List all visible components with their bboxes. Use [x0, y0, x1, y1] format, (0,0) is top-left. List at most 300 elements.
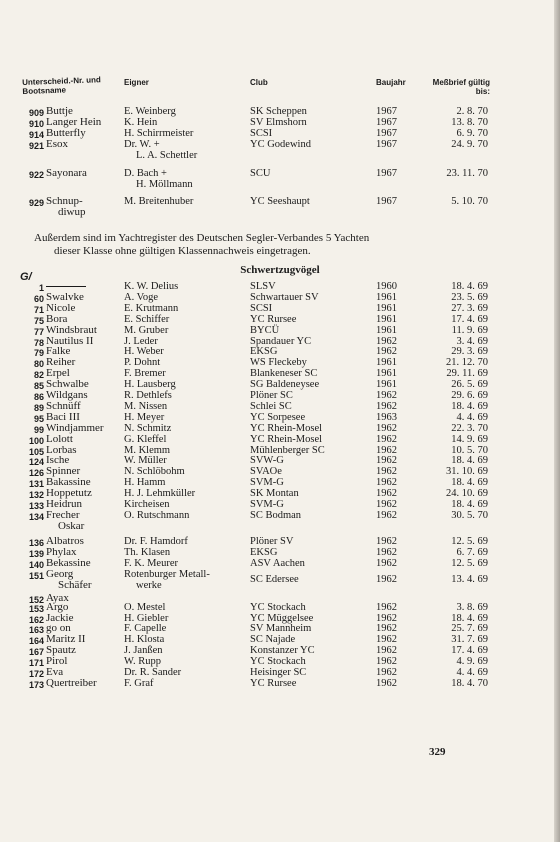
club: SK Montan: [250, 488, 299, 500]
boat-number: 100: [28, 435, 44, 446]
build-year: 1962: [376, 535, 397, 547]
certificate-date: 29. 3. 69: [451, 346, 488, 358]
boat-name-line: Buttje: [46, 105, 73, 117]
boat-name-line: Falke: [46, 345, 71, 358]
certificate-date: 4. 9. 69: [456, 656, 488, 668]
certificate-date: 17. 4. 69: [451, 645, 488, 657]
boat-number: 139: [28, 548, 44, 559]
owner: [124, 168, 246, 190]
club: Blankeneser SC: [250, 368, 318, 380]
owner-line: werke: [136, 579, 162, 591]
certificate-date: 10. 5. 70: [451, 444, 488, 456]
owner-line: O. Rutschmann: [124, 509, 190, 521]
boat-number: 131: [28, 479, 44, 490]
owner-line: H. Giebler: [124, 612, 169, 624]
owner: [124, 656, 246, 667]
boat-name-line: Argo: [46, 600, 69, 613]
boat-number: 173: [28, 679, 44, 690]
club: Heisinger SC: [250, 667, 307, 678]
boat-number: 163: [28, 625, 44, 636]
build-year: 1961: [376, 324, 397, 336]
owner-line: H. Hamm: [124, 477, 166, 489]
owner-line: H. Klosta: [124, 634, 165, 646]
owner: [124, 536, 246, 547]
boat-name-line: Schnup-: [46, 195, 83, 207]
owner: [124, 634, 246, 645]
owner: [124, 434, 246, 445]
boat-number: 132: [28, 490, 44, 501]
owner-line: E. Weinberg: [124, 106, 176, 117]
boat-number: 922: [28, 170, 44, 180]
build-year: 1961: [376, 357, 397, 369]
section-prefix: G/: [20, 271, 32, 283]
boat-number: 124: [28, 457, 44, 468]
boat-name-line: Ische: [46, 454, 70, 467]
build-year: 1962: [376, 677, 397, 689]
build-year: 1967: [376, 139, 397, 150]
boat-name: [46, 602, 124, 613]
certificate-date: 3. 4. 69: [456, 335, 488, 347]
owner: [124, 379, 246, 390]
boat-number: 152: [28, 594, 44, 605]
boat-name-line: Bekassine: [46, 556, 91, 569]
owner: [124, 466, 246, 477]
build-year: 1962: [376, 400, 397, 412]
owner-line: E. Schiffer: [124, 313, 170, 325]
boat-name-line: Bakassine: [46, 476, 91, 489]
certificate-date: 18. 4. 69: [451, 499, 488, 510]
certificate-date: 23. 5. 69: [451, 291, 488, 303]
boat-name-line: Lorbas: [46, 443, 77, 456]
boat-number: 914: [28, 130, 44, 140]
build-year: 1962: [376, 546, 397, 558]
certificate-date: 31. 7. 69: [451, 634, 488, 646]
owner: [124, 401, 246, 412]
owner: [124, 325, 246, 336]
boat-number: 171: [28, 658, 44, 669]
owner-line: H. Möllmann: [136, 179, 193, 190]
club: YC Rursee: [250, 313, 297, 325]
boat-number: 910: [28, 119, 44, 129]
boat-name-line: Wildgans: [46, 389, 88, 401]
boat-name-line: Reiher: [46, 356, 76, 369]
build-year: 1962: [376, 488, 397, 500]
owner-line: H. Schirrmeister: [124, 128, 194, 139]
owner: [124, 445, 246, 456]
header-owner: Eigner: [124, 78, 149, 87]
owner: [124, 106, 246, 117]
boat-number: 167: [28, 647, 44, 658]
club: SLSV: [250, 281, 276, 292]
note-line-2: dieser Klasse ohne gültigen Klassennachweis eingetragen.: [54, 245, 311, 257]
owner-line: N. Schlöbohm: [124, 466, 185, 478]
club: Mühlenberger SC: [250, 444, 325, 456]
boat-number: 86: [33, 392, 44, 402]
boat-name-line: Jackie: [46, 611, 74, 624]
owner: [124, 357, 246, 368]
owner-line: H. Lausberg: [124, 379, 176, 391]
boat-name-line: Phylax: [46, 545, 77, 558]
club: YC Seeshaupt: [250, 196, 310, 207]
build-year: 1967: [376, 117, 397, 128]
owner-line: A. Voge: [124, 291, 159, 303]
certificate-date: 4. 4. 69: [456, 667, 488, 678]
boat-name-line: Nicole: [46, 301, 76, 314]
owner: [124, 455, 246, 466]
build-year: 1962: [376, 667, 397, 678]
club: SG Baldeneysee: [250, 379, 320, 391]
owner-line: F. Bremer: [124, 368, 166, 380]
club: YC Stockach: [250, 656, 306, 668]
boat-name-line: Lolott: [46, 432, 73, 445]
certificate-date: 31. 10. 69: [446, 466, 488, 478]
boat-name-line: diwup: [58, 206, 86, 218]
build-year: 1962: [376, 509, 397, 521]
boat-number: 82: [33, 370, 44, 381]
certificate-date: 6. 9. 70: [456, 128, 488, 139]
boat-name-line: Butterfly: [46, 127, 86, 139]
club: BYCÜ: [250, 324, 280, 336]
owner-line: Dr. W. +: [124, 139, 160, 150]
header-nr-boatname: Unterscheid.-Nr. und Bootsname: [22, 75, 101, 96]
build-year: 1962: [376, 455, 397, 467]
club: SV Elmshorn: [250, 117, 307, 128]
header-club: Club: [250, 78, 268, 87]
certificate-date: 18. 4. 69: [451, 612, 488, 624]
owner: [124, 368, 246, 379]
boat-name: [46, 434, 124, 445]
owner: [124, 623, 246, 634]
club: SCSI: [250, 128, 273, 139]
club: EKSG: [250, 346, 278, 358]
owner: [124, 602, 246, 613]
club: SV Mannheim: [250, 623, 312, 635]
boat-name: [46, 168, 124, 179]
owner-line: J. Leder: [124, 335, 158, 347]
boat-name-line: Esox: [46, 138, 68, 150]
owner-line: Rotenburger Metall-: [124, 568, 210, 580]
boat-number: 151: [28, 570, 44, 581]
owner: [124, 667, 246, 678]
owner: [124, 412, 246, 423]
boat-name-line: Schäfer: [58, 578, 92, 591]
build-year: 1961: [376, 368, 397, 380]
section-title: Schwertzugvögel: [240, 264, 320, 276]
club: SK Scheppen: [250, 106, 307, 117]
club: WS Fleckeby: [250, 357, 307, 369]
build-year: 1962: [376, 466, 397, 478]
certificate-date: 26. 5. 69: [451, 379, 488, 391]
owner: [124, 390, 246, 401]
boat-number: 164: [28, 636, 44, 647]
boat-number: 140: [28, 559, 44, 570]
owner-line: K. W. Delius: [124, 281, 179, 292]
club: YC Rhein-Mosel: [250, 422, 323, 434]
build-year: 1962: [376, 499, 397, 510]
owner-line: Dr. F. Hamdorf: [124, 535, 188, 547]
boat-name: [46, 196, 124, 218]
certificate-date: 22. 3. 70: [451, 422, 488, 434]
certificate-date: 3. 8. 69: [456, 601, 488, 613]
certificate-date: 13. 4. 69: [451, 573, 488, 585]
certificate-date: 29. 6. 69: [451, 390, 488, 401]
owner-line: N. Schmitz: [124, 422, 172, 434]
certificate-date: 14. 9. 69: [451, 433, 488, 445]
owner: [124, 423, 246, 434]
boat-name: [46, 510, 124, 532]
club: SCU: [250, 168, 271, 179]
build-year: 1960: [376, 281, 397, 292]
boat-number: 1: [38, 283, 44, 293]
boat-name-line: Baci III: [46, 410, 80, 423]
owner-line: H. Weber: [124, 346, 164, 358]
build-year: 1962: [376, 444, 397, 456]
certificate-date: 18. 4. 69: [451, 477, 488, 489]
certificate-date: 17. 4. 69: [451, 313, 488, 325]
certificate-date: 6. 7. 69: [456, 546, 488, 558]
club: SVM-G: [250, 477, 284, 489]
owner-line: Dr. R. Sander: [124, 667, 182, 678]
boat-name-line: Albatros: [46, 534, 84, 547]
boat-name-line: Hoppetutz: [46, 487, 92, 500]
build-year: 1962: [376, 623, 397, 635]
owner: [124, 547, 246, 558]
certificate-date: 21. 12. 70: [446, 357, 488, 369]
club: Schwartauer SV: [250, 291, 319, 303]
club: Spandauer YC: [250, 335, 312, 347]
certificate-date: 24. 9. 70: [451, 139, 488, 150]
owner: [124, 281, 246, 292]
boat-number: 89: [33, 402, 44, 413]
boat-number: 71: [33, 304, 44, 315]
certificate-date: 18. 4. 70: [451, 677, 488, 689]
boat-name: [46, 325, 124, 336]
build-year: 1961: [376, 291, 397, 303]
certificate-date: 5. 10. 70: [451, 196, 488, 207]
boat-number: 77: [33, 326, 44, 337]
boat-number: 95: [33, 413, 44, 424]
boat-name: [46, 569, 124, 591]
club: SC Edersee: [250, 573, 299, 585]
club: Schlei SC: [250, 400, 292, 412]
owner-line: H. J. Lehmküller: [124, 488, 196, 500]
owner-line: K. Hein: [124, 117, 158, 128]
certificate-date: 4. 4. 69: [456, 411, 488, 423]
owner: [124, 196, 246, 207]
owner-line: M. Gruber: [124, 324, 169, 336]
boat-number: 172: [28, 669, 44, 679]
owner: [124, 613, 246, 624]
owner-line: H. Meyer: [124, 411, 165, 423]
owner-line: L. A. Schettler: [136, 150, 198, 161]
owner-line: J. Janßen: [124, 645, 163, 657]
club: YC Godewind: [250, 139, 311, 150]
owner-line: W. Müller: [124, 455, 167, 467]
boat-number: 929: [28, 198, 44, 208]
build-year: 1967: [376, 128, 397, 139]
owner: [124, 128, 246, 139]
boat-number: 921: [28, 141, 44, 151]
certificate-date: 29. 11. 69: [446, 368, 488, 380]
certificate-date: 18. 4. 69: [451, 455, 488, 467]
boat-name-line: Heidrun: [46, 498, 83, 510]
owner-line: F. Graf: [124, 677, 154, 689]
certificate-date: 24. 10. 69: [446, 488, 488, 500]
boat-number: 75: [33, 315, 44, 326]
boat-name-line: go on: [46, 622, 71, 635]
boat-number: 105: [28, 446, 44, 457]
build-year: 1962: [376, 656, 397, 668]
build-year: 1962: [376, 557, 397, 569]
header-certificate: Meßbrief gültig bis:: [432, 78, 490, 96]
owner: [124, 336, 246, 347]
boat-name-line: Schnüff: [46, 399, 81, 412]
club: SVM-G: [250, 499, 284, 510]
owner: [124, 510, 246, 521]
owner-line: Th. Klasen: [124, 546, 171, 558]
boat-name-line: Erpel: [46, 367, 70, 380]
club: Konstanzer YC: [250, 645, 315, 657]
club: Plöner SC: [250, 390, 293, 401]
boat-name-line: Eva: [46, 666, 64, 678]
register-note: [34, 232, 494, 258]
owner: [124, 488, 246, 499]
club: YC Rursee: [250, 677, 297, 689]
certificate-date: 13. 8. 70: [451, 117, 488, 128]
owner: [124, 569, 246, 591]
boat-number: 99: [33, 424, 44, 435]
boat-number: 60: [33, 293, 44, 304]
build-year: 1962: [376, 612, 397, 624]
boat-name-line: Frecher: [46, 508, 80, 521]
boat-number: 134: [28, 511, 44, 522]
owner-line: W. Rupp: [124, 656, 161, 668]
owner: [124, 292, 246, 303]
owner-line: G. Kleffel: [124, 433, 167, 445]
build-year: 1963: [376, 411, 397, 423]
boat-name-line: Bora: [46, 312, 68, 325]
boat-name-line: Schwalbe: [46, 378, 89, 391]
owner-line: D. Bach +: [124, 168, 167, 179]
boat-name-line: Quertreiber: [46, 676, 97, 689]
boat-name-line: Pirol: [46, 655, 68, 668]
club: Plöner SV: [250, 535, 294, 547]
boat-number: 79: [33, 348, 44, 359]
owner: [124, 678, 246, 689]
build-year: 1967: [376, 168, 397, 179]
boat-number: 133: [28, 501, 44, 511]
build-year: 1962: [376, 601, 397, 613]
club: SCSI: [250, 302, 273, 314]
club: SVW-G: [250, 455, 284, 467]
owner: [124, 139, 246, 161]
build-year: 1961: [376, 379, 397, 391]
boat-name-line: Spautz: [46, 644, 76, 657]
owner-line: M. Nissen: [124, 400, 168, 412]
build-year: 1962: [376, 645, 397, 657]
owner-line: E. Krutmann: [124, 302, 179, 314]
club: SVAOe: [250, 466, 282, 478]
boat-number: 78: [33, 337, 44, 348]
page-edge: [554, 0, 560, 842]
owner: [124, 558, 246, 569]
owner: [124, 117, 246, 128]
owner-line: F. Capelle: [124, 623, 167, 635]
certificate-date: 30. 5. 70: [451, 509, 488, 521]
boat-name: [46, 678, 124, 689]
certificate-date: 18. 4. 69: [451, 281, 488, 292]
build-year: 1961: [376, 302, 397, 314]
certificate-date: 12. 5. 69: [451, 535, 488, 547]
certificate-date: 27. 3. 69: [451, 302, 488, 314]
boat-name-line: Swalvke: [46, 290, 84, 303]
build-year: 1967: [376, 196, 397, 207]
boat-number: 162: [28, 614, 44, 625]
build-year: 1962: [376, 433, 397, 445]
certificate-date: 18. 4. 69: [451, 400, 488, 412]
owner: [124, 346, 246, 357]
certificate-date: 12. 5. 69: [451, 557, 488, 569]
club: SC Bodman: [250, 509, 302, 521]
boat-name-line: Langer Hein: [46, 116, 102, 128]
build-year: 1967: [376, 106, 397, 117]
boat-name-line: Oskar: [58, 519, 85, 532]
boat-name-line: Sayonara: [46, 167, 87, 179]
build-year: 1962: [376, 573, 397, 585]
owner: [124, 477, 246, 488]
blank-name-rule: [46, 286, 86, 287]
boat-name-line: Nautilus II: [46, 334, 94, 347]
boat-name-line: Georg: [46, 567, 74, 580]
boat-name-line: Windsbraut: [46, 323, 97, 336]
boat-name-line: Spinner: [46, 465, 81, 478]
header-year: Baujahr: [376, 78, 406, 87]
boat-number: 80: [33, 359, 44, 370]
build-year: 1962: [376, 422, 397, 434]
owner-line: O. Mestel: [124, 601, 166, 613]
build-year: 1962: [376, 390, 397, 401]
build-year: 1962: [376, 477, 397, 489]
boat-name-line: Maritz II: [46, 633, 86, 646]
note-line-1: Außerdem sind im Yachtregister des Deutschen Segler-Verbandes 5 Yachten: [34, 232, 370, 244]
build-year: 1961: [376, 313, 397, 325]
boat-name-line: Windjammer: [46, 421, 104, 434]
owner: [124, 499, 246, 510]
club: YC Rhein-Mosel: [250, 433, 323, 445]
build-year: 1962: [376, 634, 397, 646]
boat-number: 85: [33, 381, 44, 392]
boat-number: 136: [28, 537, 44, 548]
owner: [124, 303, 246, 314]
club: EKSG: [250, 546, 278, 558]
certificate-date: 11. 9. 69: [451, 324, 488, 336]
boat-number: 153: [28, 603, 44, 614]
certificate-date: 23. 11. 70: [446, 168, 488, 179]
club: YC Stockach: [250, 601, 306, 613]
boat-number: 909: [28, 108, 44, 118]
owner-line: F. K. Meurer: [124, 557, 178, 569]
owner-line: P. Dohnt: [124, 357, 161, 369]
boat-name: [46, 139, 124, 150]
club: YC Müggelsee: [250, 612, 314, 624]
club: ASV Aachen: [250, 557, 305, 569]
owner-line: M. Breitenhuber: [124, 196, 194, 207]
build-year: 1962: [376, 335, 397, 347]
owner: [124, 314, 246, 325]
club: SC Najade: [250, 634, 296, 646]
certificate-date: 2. 8. 70: [456, 106, 488, 117]
build-year: 1962: [376, 346, 397, 358]
